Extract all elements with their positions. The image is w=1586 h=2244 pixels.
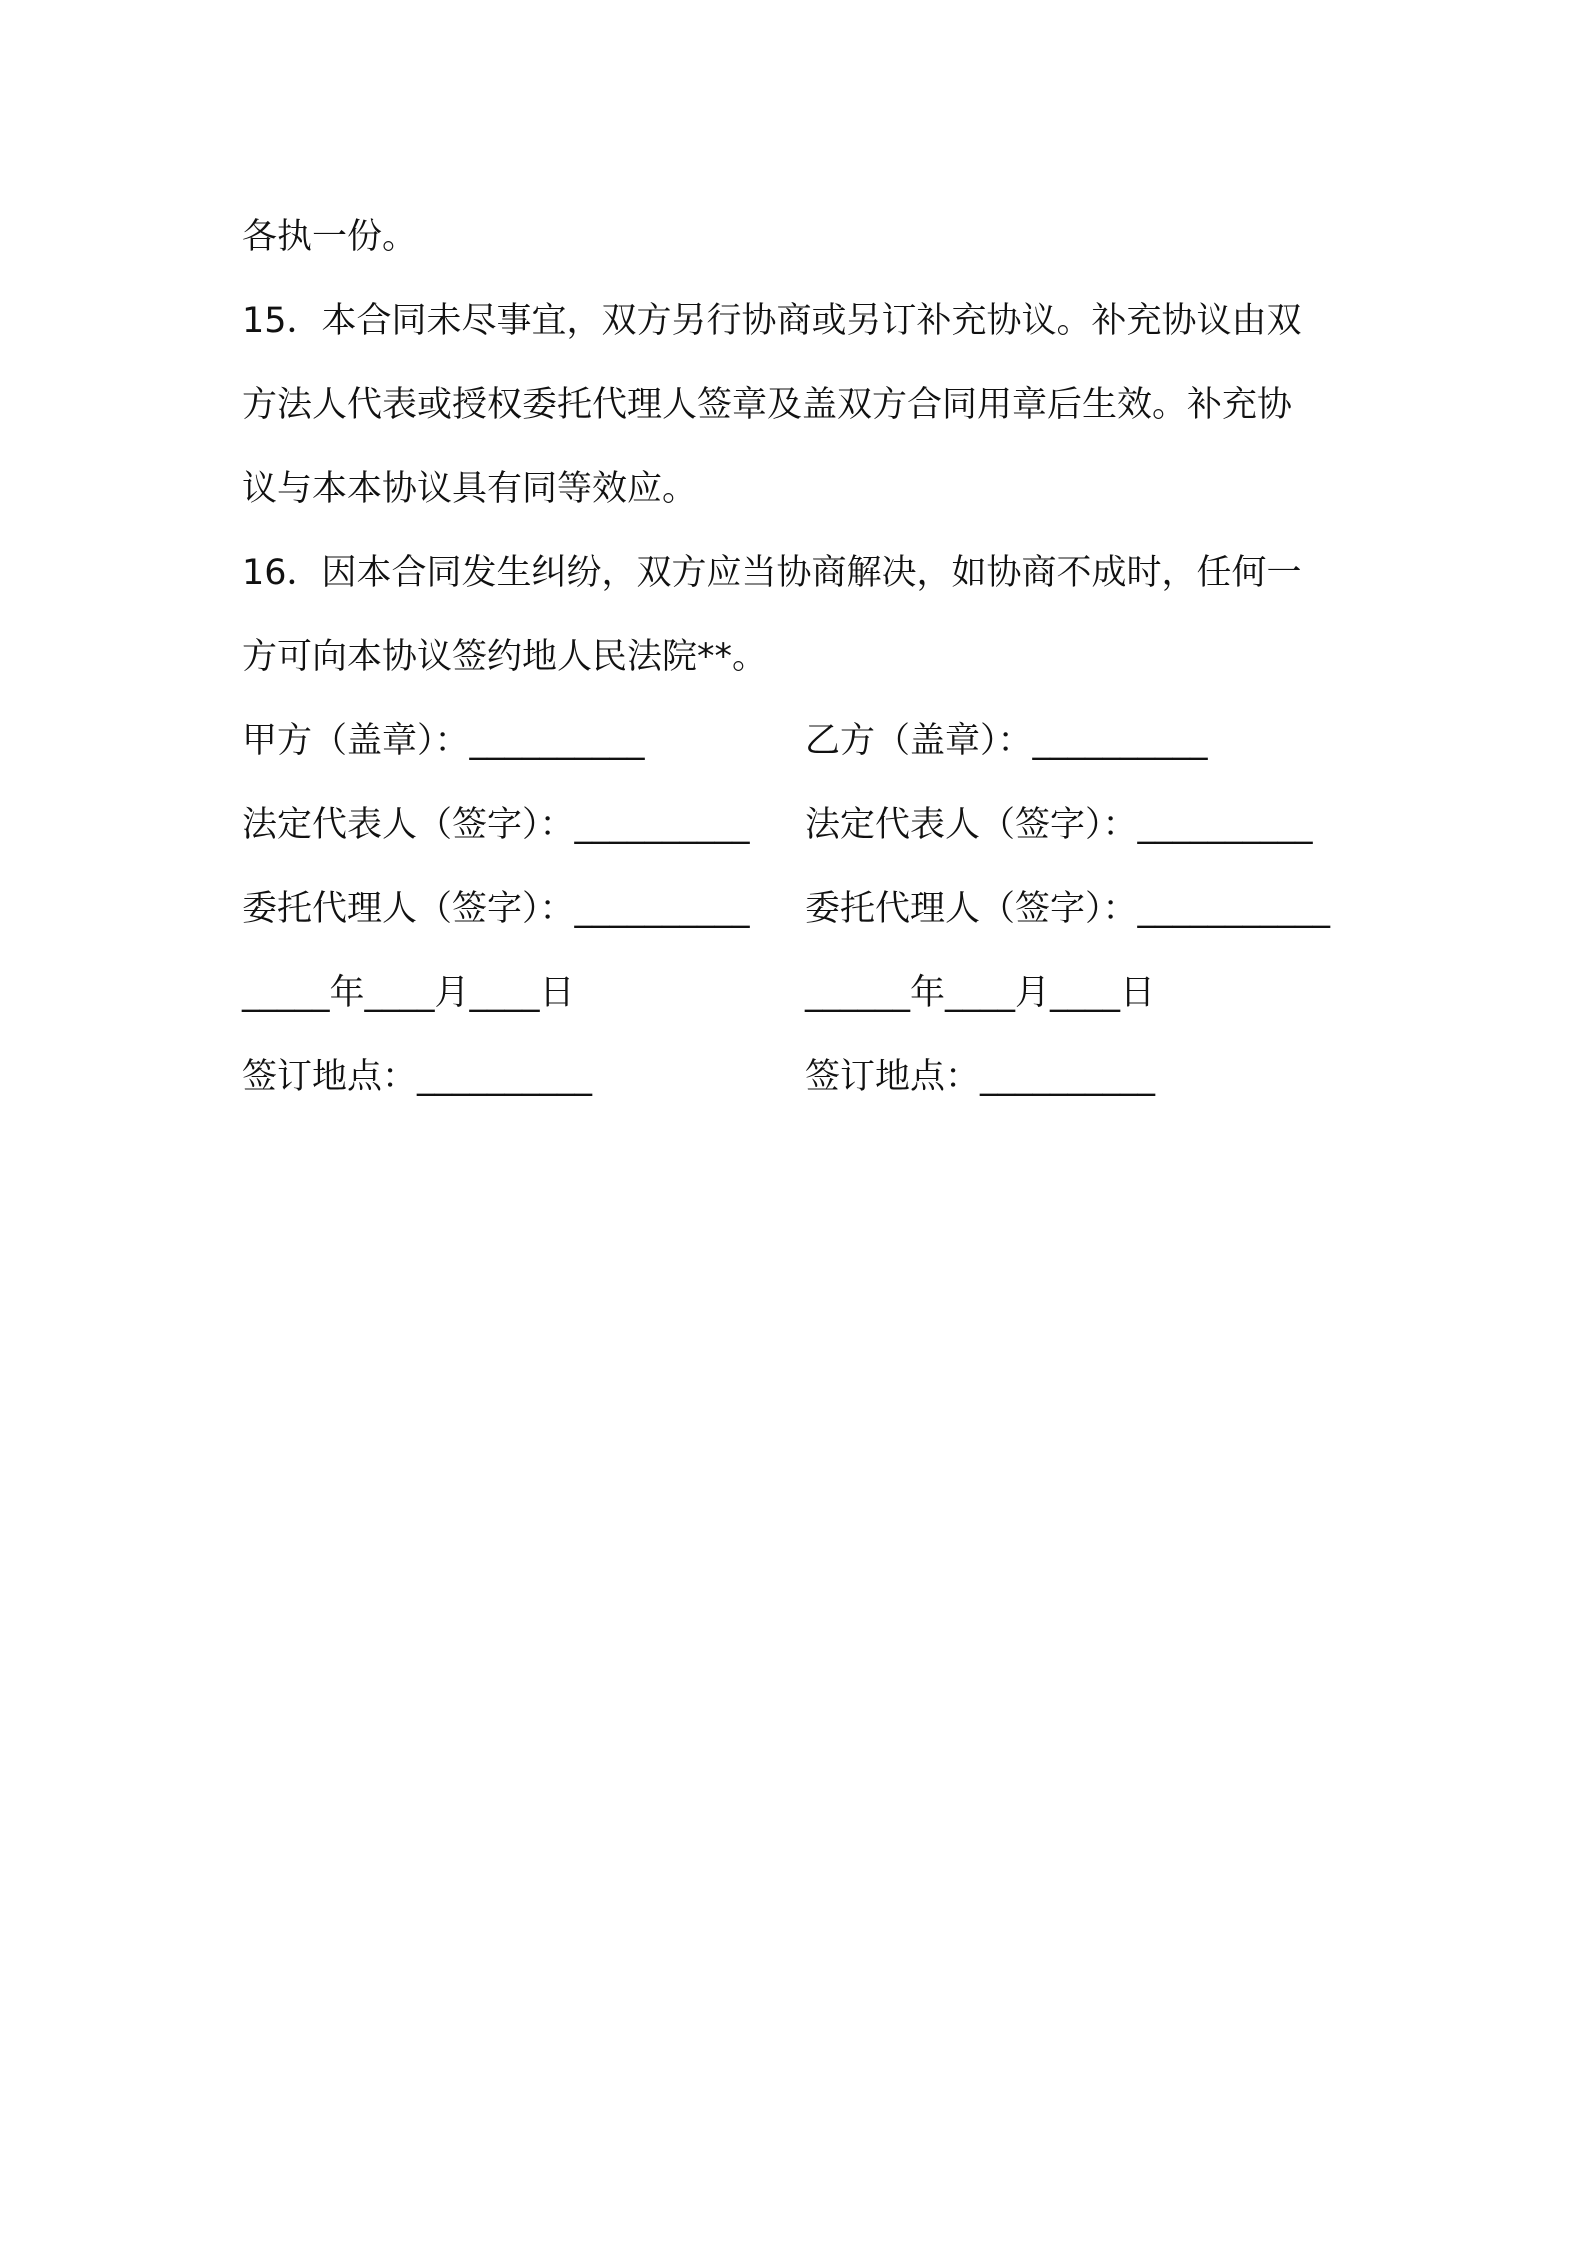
- continuation-text: [242, 195, 1352, 279]
- party-b-date: ______年____月____日: [805, 973, 1156, 1013]
- party-b-seal: 乙方（盖章）：__________: [805, 721, 1208, 761]
- party-a-place: 签订地点：__________: [242, 1057, 593, 1097]
- date-row: [242, 951, 1352, 1035]
- clause-16: [242, 531, 1352, 699]
- party-b-place: 签订地点：__________: [805, 1057, 1156, 1097]
- document-body: [242, 195, 1352, 1119]
- clause-15: [242, 279, 1352, 531]
- legal-rep-row: [242, 783, 1352, 867]
- text-line: 方可向本协议签约地人民法院**。: [242, 637, 768, 677]
- place-row: [242, 1035, 1352, 1119]
- text-line: 议与本本协议具有同等效应。: [242, 469, 698, 509]
- seal-row: [242, 699, 1352, 783]
- party-a-seal: 甲方（盖章）：__________: [242, 721, 645, 761]
- text-line: 16．因本合同发生纠纷，双方应当协商解决，如协商不成时，任何一: [242, 553, 1302, 593]
- text-line: 方法人代表或授权委托代理人签章及盖双方合同用章后生效。补充协: [242, 385, 1293, 425]
- text-line: 15．本合同未尽事宜，双方另行协商或另订补充协议。补充协议由双: [242, 301, 1302, 341]
- party-a-legal-rep: 法定代表人（签字）：__________: [242, 805, 750, 845]
- party-a-agent: 委托代理人（签字）：__________: [242, 889, 750, 929]
- text-line: 各执一份。: [242, 217, 418, 257]
- party-b-agent: 委托代理人（签字）：___________: [805, 889, 1331, 929]
- party-b-legal-rep: 法定代表人（签字）：__________: [805, 805, 1313, 845]
- party-a-date: _____年____月____日: [242, 973, 575, 1013]
- signature-block: [242, 699, 1352, 1119]
- agent-row: [242, 867, 1352, 951]
